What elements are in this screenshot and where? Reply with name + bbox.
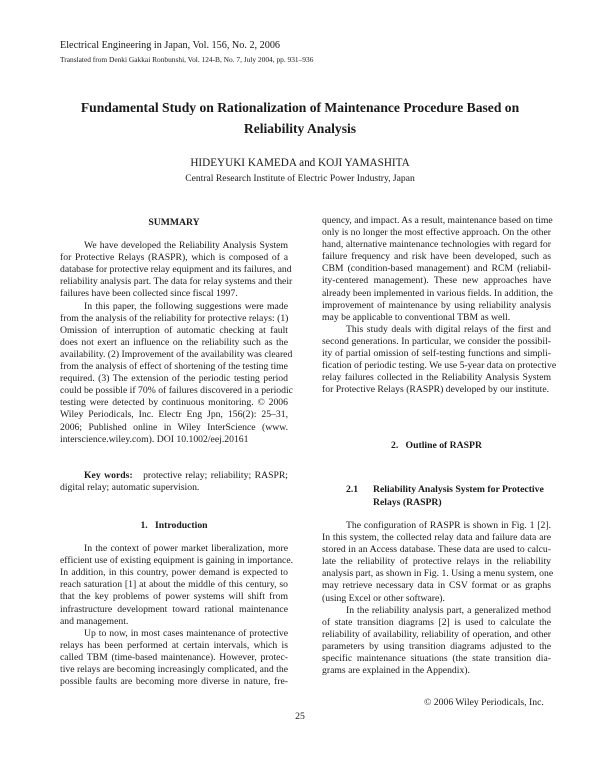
intro-line: reach saturation [1] at about the middle of this century, so [60,579,288,591]
summary-line: testing were detected by continuous monitoring. © 2006 [60,397,288,409]
summary-line: 2006; Published online in Wiley InterScience (www. [60,421,288,433]
intro-line: called TBM (time-based maintenance). However, protec- [60,651,288,663]
body-line: (using Excel or other software). [322,592,445,604]
body-line: failure frequency and risk have been developed, such as [322,251,551,263]
summary-line: could be possible if 70% of failures discovered in a periodic [60,385,293,397]
right-column-text [322,215,557,396]
body-line: may retrieve necessary data in CSV format or as graphs [322,580,551,592]
summary-line: database for protective relay equipment and its failures, and [60,264,292,276]
body-line: specific maintenance situations (the state transition dia- [322,653,551,665]
intro-line: and management. [60,615,129,627]
section-2-1-body [322,520,554,677]
section-2-1-title-line-1: Reliability Analysis System for Protective [373,484,544,495]
body-line: grams are explained in the Appendix). [322,665,470,677]
title-line-1: Fundamental Study on Rationalization of Maintenance Procedure Based on [80,100,520,115]
summary-line: interscience.wiley.com). DOI 10.1002/eej.20161 [60,433,249,445]
body-line: ity of partial omission of self-testing functions and simpli- [322,348,551,360]
summary-line: reliability analysis part. The data for relay systems and their [60,276,293,288]
body-line: late the reliability of protective relays in the reliability [322,556,551,568]
journal-citation: Electrical Engineering in Japan, Vol. 156, No. 2, 2006 [60,40,281,51]
intro-line: relays has been performed at certain intervals, which is [60,639,288,651]
body-line: The configuration of RASPR is shown in Fig. 1 [2]. [346,520,551,531]
intro-line: In addition, in this country, power demand is expected to [60,567,288,579]
body-line: reliability of availability, reliability of operation, and other [322,628,551,640]
keywords-line-1: protective relay; reliability; RASPR; [143,470,289,481]
section-2 [322,440,551,452]
intro-line: that the key problems of power systems will shift from [60,591,288,603]
body-line: In this system, the collected relay data and failure data are [322,532,551,544]
section-2-heading: 2. Outline of RASPR [391,440,482,451]
body-line: CBM (condition-based management) and RCM (reliabil- [322,263,551,275]
body-line: only is no longer the most effective approach. On the other [322,227,551,239]
summary-heading: SUMMARY [148,217,200,228]
body-line: hand, alternative maintenance technologies with regard for [322,239,551,251]
summary-line: Wiley Periodicals, Inc. Electr Eng Jpn, 156(2): 25–31, [60,409,288,421]
affiliation: Central Research Institute of Electric Power Industry, Japan [185,173,415,184]
intro-line: possible faults are becoming more diverse in nature, fre- [60,676,288,688]
page-number: 25 [295,711,305,722]
summary-line: In this paper, the following suggestions were made [84,300,288,312]
translation-source: Translated from Denki Gakkai Ronbunshi, Vol. 124-B, No. 7, July 2004, pp. 931–936 [60,55,314,64]
intro-line: tive relays are becoming increasingly complicated, and the [60,664,288,676]
summary-line: failures have been collected since fiscal 1997. [60,288,238,300]
intro-line: infrastructure development toward rational maintenance [60,603,288,615]
introduction-section [60,520,294,688]
authors: HIDEYUKI KAMEDA and KOJI YAMASHITA [190,157,410,169]
body-line: relay failures collected in the Reliability Analysis System [322,372,551,384]
body-line: for Protective Relays (RASPR) developed by our institute. [322,384,550,396]
body-line: fication of periodic testing. We use 5-year data on protective [322,360,557,372]
summary-section [60,217,293,446]
intro-line: In the context of power market liberalization, more [84,543,288,555]
keywords-label: Key words: [84,470,133,481]
body-line: quency, and impact. As a result, maintenance based on time [322,215,553,226]
body-line: ity-centered management). These new approaches have [322,275,551,287]
summary-line: Omission of interruption of automatic checking at fault [60,324,288,336]
introduction-heading: 1. Introduction [140,520,208,531]
section-2-1-number: 2.1 [346,484,359,495]
body-line: stored in an Access database. These data are used to calcu- [322,544,551,556]
body-line: already been implemented in various fields. In addition, the [322,287,553,299]
summary-line: availability. (2) Improvement of the availability was cleared [60,348,293,360]
keywords-line-2: digital relay; automatic supervision. [60,482,200,494]
paper-title [0,97,600,139]
intro-line: Up to now, in most cases maintenance of protective [84,627,288,639]
body-line: analysis part, as shown in Fig. 1. Using a menu system, one [322,568,554,580]
summary-line: required. (3) The extension of the periodic testing period [60,373,288,385]
body-line: second generations. In particular, we consider the possibil- [322,335,551,347]
body-line: may be applicable to conventional TBM as well. [322,311,511,323]
body-line: of state transition diagrams [2] is used to calculate the [322,616,551,628]
section-2-1 [322,484,551,509]
copyright-notice: © 2006 Wiley Periodicals, Inc. [424,697,544,708]
intro-line: efficient use of existing equipment is gaining in importance. [60,555,294,567]
body-line: This study deals with digital relays of the first and [346,323,551,335]
body-line: parameters by using transition diagrams adjusted to the [322,640,551,652]
section-2-1-heading [322,484,551,509]
summary-line: We have developed the Reliability Analysis System [84,240,288,252]
body-line: In the reliability analysis part, a generalized method [346,604,551,616]
summary-line: from the analysis of effect of shortening of the testing time [60,361,288,373]
summary-line: does not exert an influence on the reliability such as the [60,336,288,348]
summary-line: from the analysis of the reliability for protective relays: (1) [60,312,289,324]
title-line-2: Reliability Analysis [243,121,357,136]
section-2-1-title-line-2: Relays (RASPR) [373,496,442,508]
body-line: improvement of maintenance by using reliability analysis [322,299,551,311]
summary-line: for Protective Relays (RASPR), which is composed of a [60,252,288,264]
keywords-section [60,470,288,494]
